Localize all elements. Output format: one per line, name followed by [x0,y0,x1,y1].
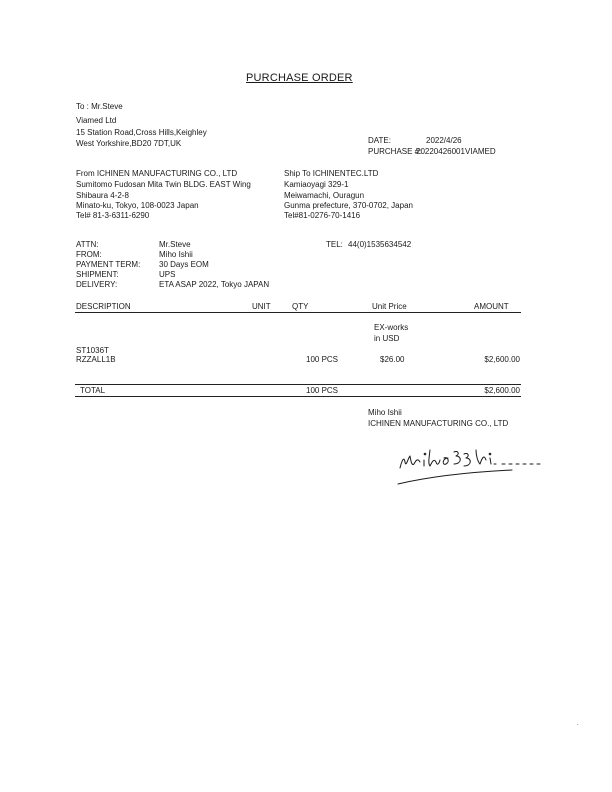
ship-to-line: Kamiaoyagi 329-1 [284,180,349,189]
header-rule [75,312,521,313]
page-mark: . [577,721,579,727]
payment-term-value: 30 Days EOM [159,260,209,269]
total-label: TOTAL [80,386,106,395]
shipment-value: UPS [159,270,176,279]
ship-to-tel: Tel#81-0276-70-1416 [284,211,361,220]
item-code: ST1036T [76,346,109,355]
sender-line: Shibaura 4-2-8 [76,191,129,200]
shipment-label: SHIPMENT: [76,270,119,279]
sender-tel: Tel# 81-3-6311-6290 [76,211,150,220]
po-number-label: PURCHASE #: [368,147,422,156]
po-number-value: 20220426001VIAMED [416,147,496,156]
ship-to-line: Meiwamachi, Ouragun [284,191,365,200]
attn-label: ATTN: [76,240,99,249]
signatory-name: Miho Ishii [368,408,402,417]
item-qty: 100 PCS [306,355,339,364]
signatory-company: ICHINEN MANUFACTURING CO., LTD [368,419,509,428]
total-top-rule [75,384,521,385]
delivery-label: DELIVERY: [76,280,118,289]
recipient-name: To : Mr.Steve [76,102,123,111]
item-unit-price: $26.00 [380,355,405,364]
total-bottom-rule [75,396,521,397]
date-label: DATE: [368,136,391,145]
sender-line: From ICHINEN MANUFACTURING CO., LTD [76,169,238,178]
sender-line: Sumitomo Fudosan Mita Twin BLDG. EAST Wing [76,180,251,189]
date-value: 2022/4/26 [426,136,462,145]
col-header-amount: AMOUNT [474,302,509,311]
total-amount: $2,600.00 [484,386,520,395]
item-amount: $2,600.00 [484,355,520,364]
item-description: RZZALL1B [76,355,116,364]
recipient-address-line2: West Yorkshire,BD20 7DT,UK [76,139,182,148]
col-header-description: DESCRIPTION [76,302,131,311]
col-header-unit-price: Unit Price [372,302,407,311]
col-header-qty: QTY [292,302,309,311]
recipient-address-line1: 15 Station Road,Cross Hills,Keighley [76,128,207,137]
tel-value: 44(0)1535634542 [348,240,412,249]
sender-line: Minato-ku, Tokyo, 108-0023 Japan [76,201,199,210]
attn-value: Mr.Steve [159,240,191,249]
from-value: Miho Ishii [159,250,193,259]
ship-to-line: Gunma prefecture, 370-0702, Japan [284,201,413,210]
total-qty: 100 PCS [306,386,339,395]
signature-icon [392,440,552,490]
payment-term-label: PAYMENT TERM: [76,260,141,269]
price-currency: in USD [374,334,400,343]
document-title: PURCHASE ORDER [246,72,353,84]
from-label: FROM: [76,250,102,259]
ship-to-line: Ship To ICHINENTEC.LTD [284,169,379,178]
col-header-unit: UNIT [252,302,271,311]
price-basis: EX-works [374,323,409,332]
tel-label: TEL: [326,240,343,249]
delivery-value: ETA ASAP 2022, Tokyo JAPAN [159,280,270,289]
recipient-company: Viamed Ltd [76,116,117,125]
